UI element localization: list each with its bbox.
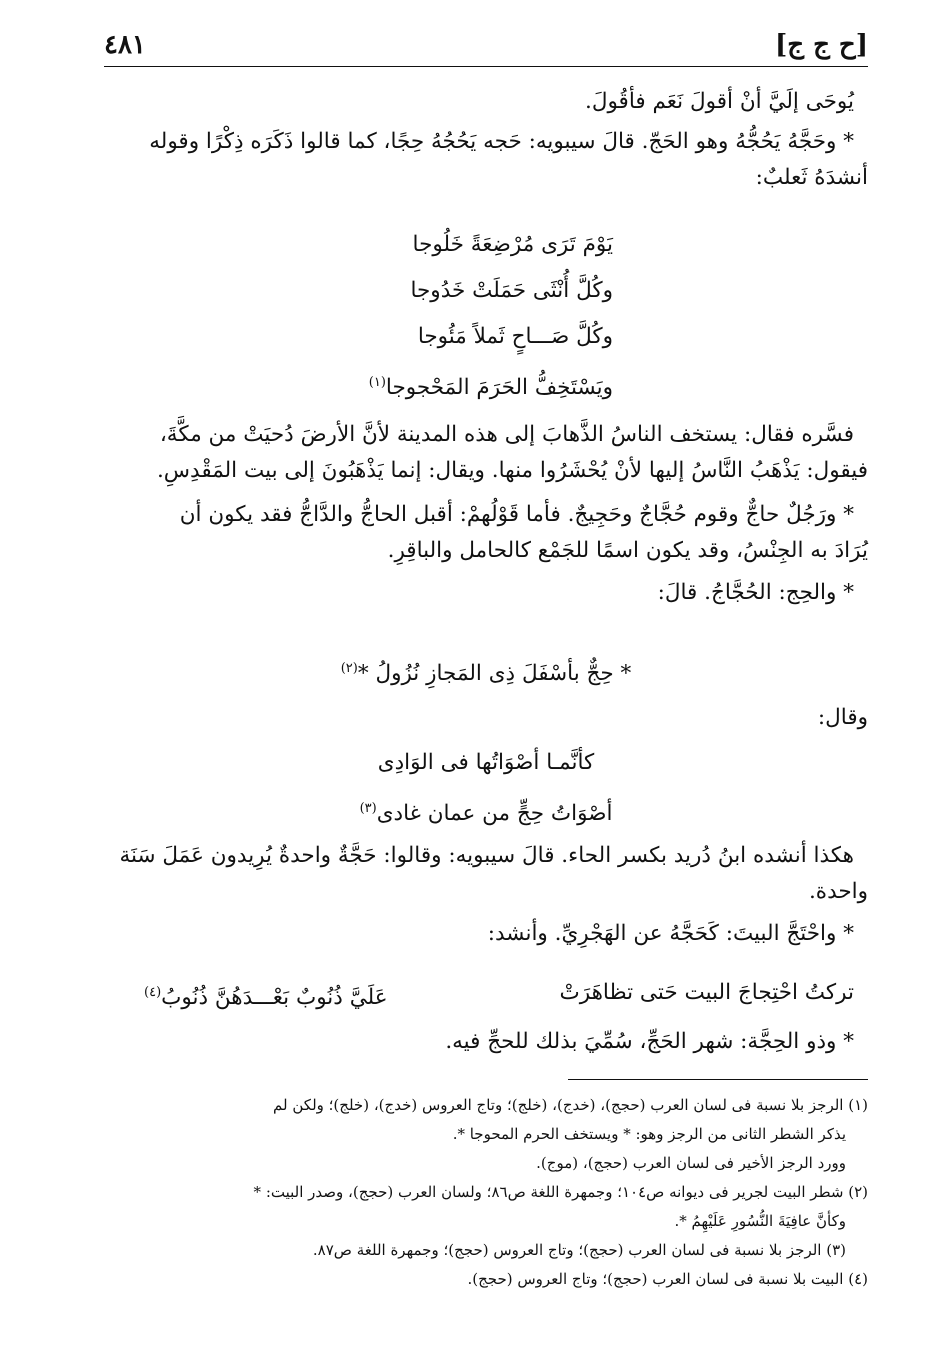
footnote-ref: (٣) bbox=[359, 801, 377, 816]
paragraph: * ورَجُلٌ حاجٌّ وقوم حُجَّاجٌ وحَجِيجٌ. فأما قَوْلُهمْ: أقبل الحاجُّ والدَّاجُّ فقد يكون أن bbox=[179, 502, 854, 527]
footnote-ref: (١) bbox=[368, 375, 386, 390]
footnote-line: يذكر الشطر الثانى من الرجز وهو: * ويستخف الحرم المحوجا *. bbox=[452, 1125, 846, 1143]
paragraph: فيقول: يَذْهَبُ النَّاسُ إليها لأنْ يُحْشَرُوا منها. ويقال: إنما يَذْهَبُونَ إلى بيت المَقْدِسِ. bbox=[156, 458, 868, 483]
paragraph: * وذو الحِجَّة: شهر الحَجِّ، سُمِّيَ بذلك للحجِّ فيه. bbox=[445, 1029, 854, 1054]
paragraph: * واحْتَجَّ البيتَ: كَحَجَّهُ عن الهَجْرِيِّ. وأنشد: bbox=[487, 921, 854, 946]
verse-line: وكُلَّ صَـــاحٍ ثَملاً مَئُوجا bbox=[417, 324, 613, 349]
verse-line: وكُلَّ أُنْثَى حَمَلَتْ خَدُوجا bbox=[410, 278, 613, 303]
page-number: ٤٨١ bbox=[104, 30, 146, 60]
paragraph: واحدة. bbox=[808, 879, 868, 904]
verse-line: كأنَّمـا أصْوَاتُها فى الوَادِى bbox=[377, 750, 595, 775]
verse-line: * حِجٌّ بأسْفَلَ ذِى المَجازِ نُزُولُ *$^{(٢)}$ bbox=[340, 661, 632, 687]
text-block-top bbox=[104, 84, 868, 196]
footnote-line: وورد الرجز الأخير فى لسان العرب (حجج)، (موج). bbox=[536, 1154, 846, 1172]
paragraph: * وحَجَّهُ يَحُجُّهُ وهو الحَجّ. قالَ سيبويه: حَجه يَحُجُهُ حِجًا، كما قالوا ذَكَرَه ذِكْرًا وقوله bbox=[149, 129, 854, 154]
verse-block-4 bbox=[104, 970, 868, 1016]
verse-block-2 bbox=[104, 646, 868, 697]
paragraph: يُوحَى إلَيَّ أنْ أقولَ نَعَم فأقُولَ. bbox=[585, 89, 854, 114]
verse-hemistich-right: تركتُ احْتِجاجَ البيت حَتى تظاهَرَتْ bbox=[559, 980, 854, 1005]
text-block-middle bbox=[104, 417, 868, 611]
verse-line: يَوْمَ تَرَى مُرْضِعَةً خَلُوجا bbox=[412, 232, 613, 257]
verse-line: أصْوَاتُ حِجٍّ من عمان غادى$^{(٣)}$ bbox=[359, 801, 613, 827]
text-block-wa-qala bbox=[104, 700, 868, 736]
verse-block-1 bbox=[104, 222, 868, 411]
verse-line bbox=[104, 970, 868, 1016]
footnote-line: (٤) البيت بلا نسبة فى لسان العرب (حجج)؛ وتاج العروس (حجج). bbox=[467, 1270, 868, 1288]
paragraph: فسَّره فقال: يستخف الناسُ الذَّهابَ إلى هذه المدينة لأنَّ الأرضَ دُحيَتْ من مكَّةَ، bbox=[159, 422, 854, 447]
verse-line: ويَسْتَخِفُّ الحَرَمَ المَحْجوجا$^{(١)}$ bbox=[368, 375, 613, 401]
footnotes bbox=[104, 1091, 868, 1294]
footnote-line: (٣) الرجز بلا نسبة فى لسان العرب (حجج)؛ وتاج العروس (حجج)؛ وجمهرة اللغة ص٨٧. bbox=[312, 1241, 846, 1259]
text-block-last bbox=[104, 1024, 868, 1060]
footnote-line: (٢) شطر البيت لجرير فى ديوانه ص١٠٤؛ وجمهرة اللغة ص٨٦؛ ولسان العرب (حجج)، وصدر البيت: * bbox=[253, 1183, 868, 1201]
entry-root: [ح ج ج] bbox=[774, 30, 868, 60]
paragraph: يُرَادَ به الجِنْسُ، وقد يكون اسمًا للجَمْع كالحامل والباقِرِ. bbox=[387, 538, 868, 563]
paragraph: هكذا أنشده ابنُ دُريد بكسر الحاء. قالَ سيبويه: وقالوا: حَجَّةٌ واحدةٌ يُرِيدون عَمَلَ سَنَة bbox=[119, 843, 854, 868]
footnote-line: وكأنَّ عافِيَةَ النُّسُورِ عَلَيْهِمُ *. bbox=[674, 1212, 846, 1230]
paragraph: * والحِج: الحُجَّاجُ. قالَ: bbox=[657, 580, 854, 605]
footnote-ref: (٢) bbox=[340, 661, 358, 676]
verse-block-3 bbox=[104, 740, 868, 837]
footnote-divider bbox=[568, 1079, 868, 1080]
footnote-line: (١) الرجز بلا نسبة فى لسان العرب (حجج)، (خدج)، (خلج)؛ وتاج العروس (خدج)، (خلج)؛ ولكن لم bbox=[273, 1096, 868, 1114]
running-header bbox=[104, 26, 868, 67]
verse-hemistich-left: عَلَيَّ ذُنُوبٌ بَعْـــدَهُنَّ ذُنُوبُ$^{(٤)}$ bbox=[144, 985, 388, 1011]
text-block-lower bbox=[104, 838, 868, 952]
paragraph: وقال: bbox=[817, 705, 868, 730]
footnote-ref: (٤) bbox=[144, 985, 162, 1000]
paragraph: أنشدَهُ ثَعلبٌ: bbox=[755, 165, 868, 190]
